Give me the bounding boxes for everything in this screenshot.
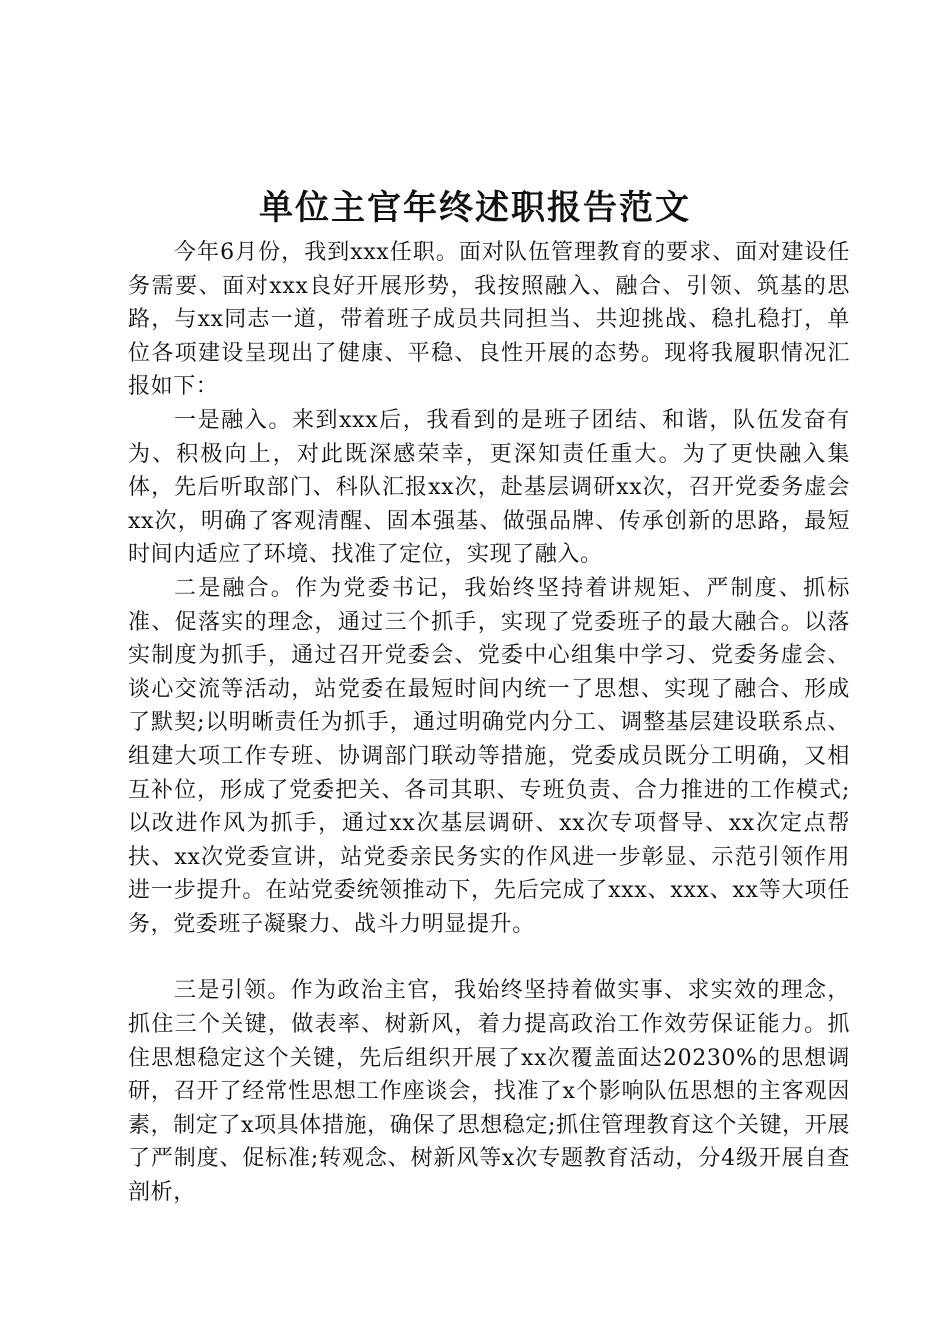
document-title: 单位主官年终述职报告范文 bbox=[259, 188, 691, 228]
document-body bbox=[128, 236, 850, 1210]
paragraph-leadership: 三是引领。作为政治主官，我始终坚持着做实事、求实效的理念，抓住三个关键，做表率、树新风，着力提高政治工作效劳保证能力。抓住思想稳定这个关键，先后组织开展了xx次覆盖面达20230%的思想调研，召开了经常性思想工作座谈会，找准了x个影响队伍思想的主客观因素，制定了x项具体措施，确保了思想稳定;抓住管理教育这个关键，开展了严制度、促标准;转观念、树新风等x次专题教育活动，分4级开展自查剖析， bbox=[128, 978, 850, 1206]
paragraph-integration: 一是融入。来到xxx后，我看到的是班子团结、和谐，队伍发奋有为、积极向上，对此既深感荣幸，更深知责任重大。为了更快融入集体，先后听取部门、科队汇报xx次，赴基层调研xx次，召开党委务虚会xx次，明确了客观清醒、固本强基、做强品牌、传承创新的思路，最短时间内适应了环境、找准了定位，实现了融入。 bbox=[128, 407, 850, 568]
paragraph-intro: 今年6月份，我到xxx任职。面对队伍管理教育的要求、面对建设任务需要、面对xxx良好开展形势，我按照融入、融合、引领、筑基的思路，与xx同志一道，带着班子成员共同担当、共迎挑战、稳扎稳打，单位各项建设呈现出了健康、平稳、良性开展的态势。现将我履职情况汇报如下： bbox=[128, 240, 850, 400]
paragraph-fusion: 二是融合。作为党委书记，我始终坚持着讲规矩、严制度、抓标准、促落实的理念，通过三个抓手，实现了党委班子的最大融合。以落实制度为抓手，通过召开党委会、党委中心组集中学习、党委务虚会、谈心交流等活动，站党委在最短时间内统一了思想、实现了融合、形成了默契;以明晰责任为抓手，通过明确党内分工、调整基层建设联系点、组建大项工作专班、协调部门联动等措施，党委成员既分工明确，又相互补位，形成了党委把关、各司其职、专班负责、合力推进的工作模式;以改进作风为抓手，通过xx次基层调研、xx次专项督导、xx次定点帮扶、xx次党委宣讲，站党委亲民务实的作风进一步彰显、示范引领作用进一步提升。在站党委统领推动下，先后完成了xxx、xxx、xx等大项任务，党委班子凝聚力、战斗力明显提升。 bbox=[128, 575, 850, 937]
